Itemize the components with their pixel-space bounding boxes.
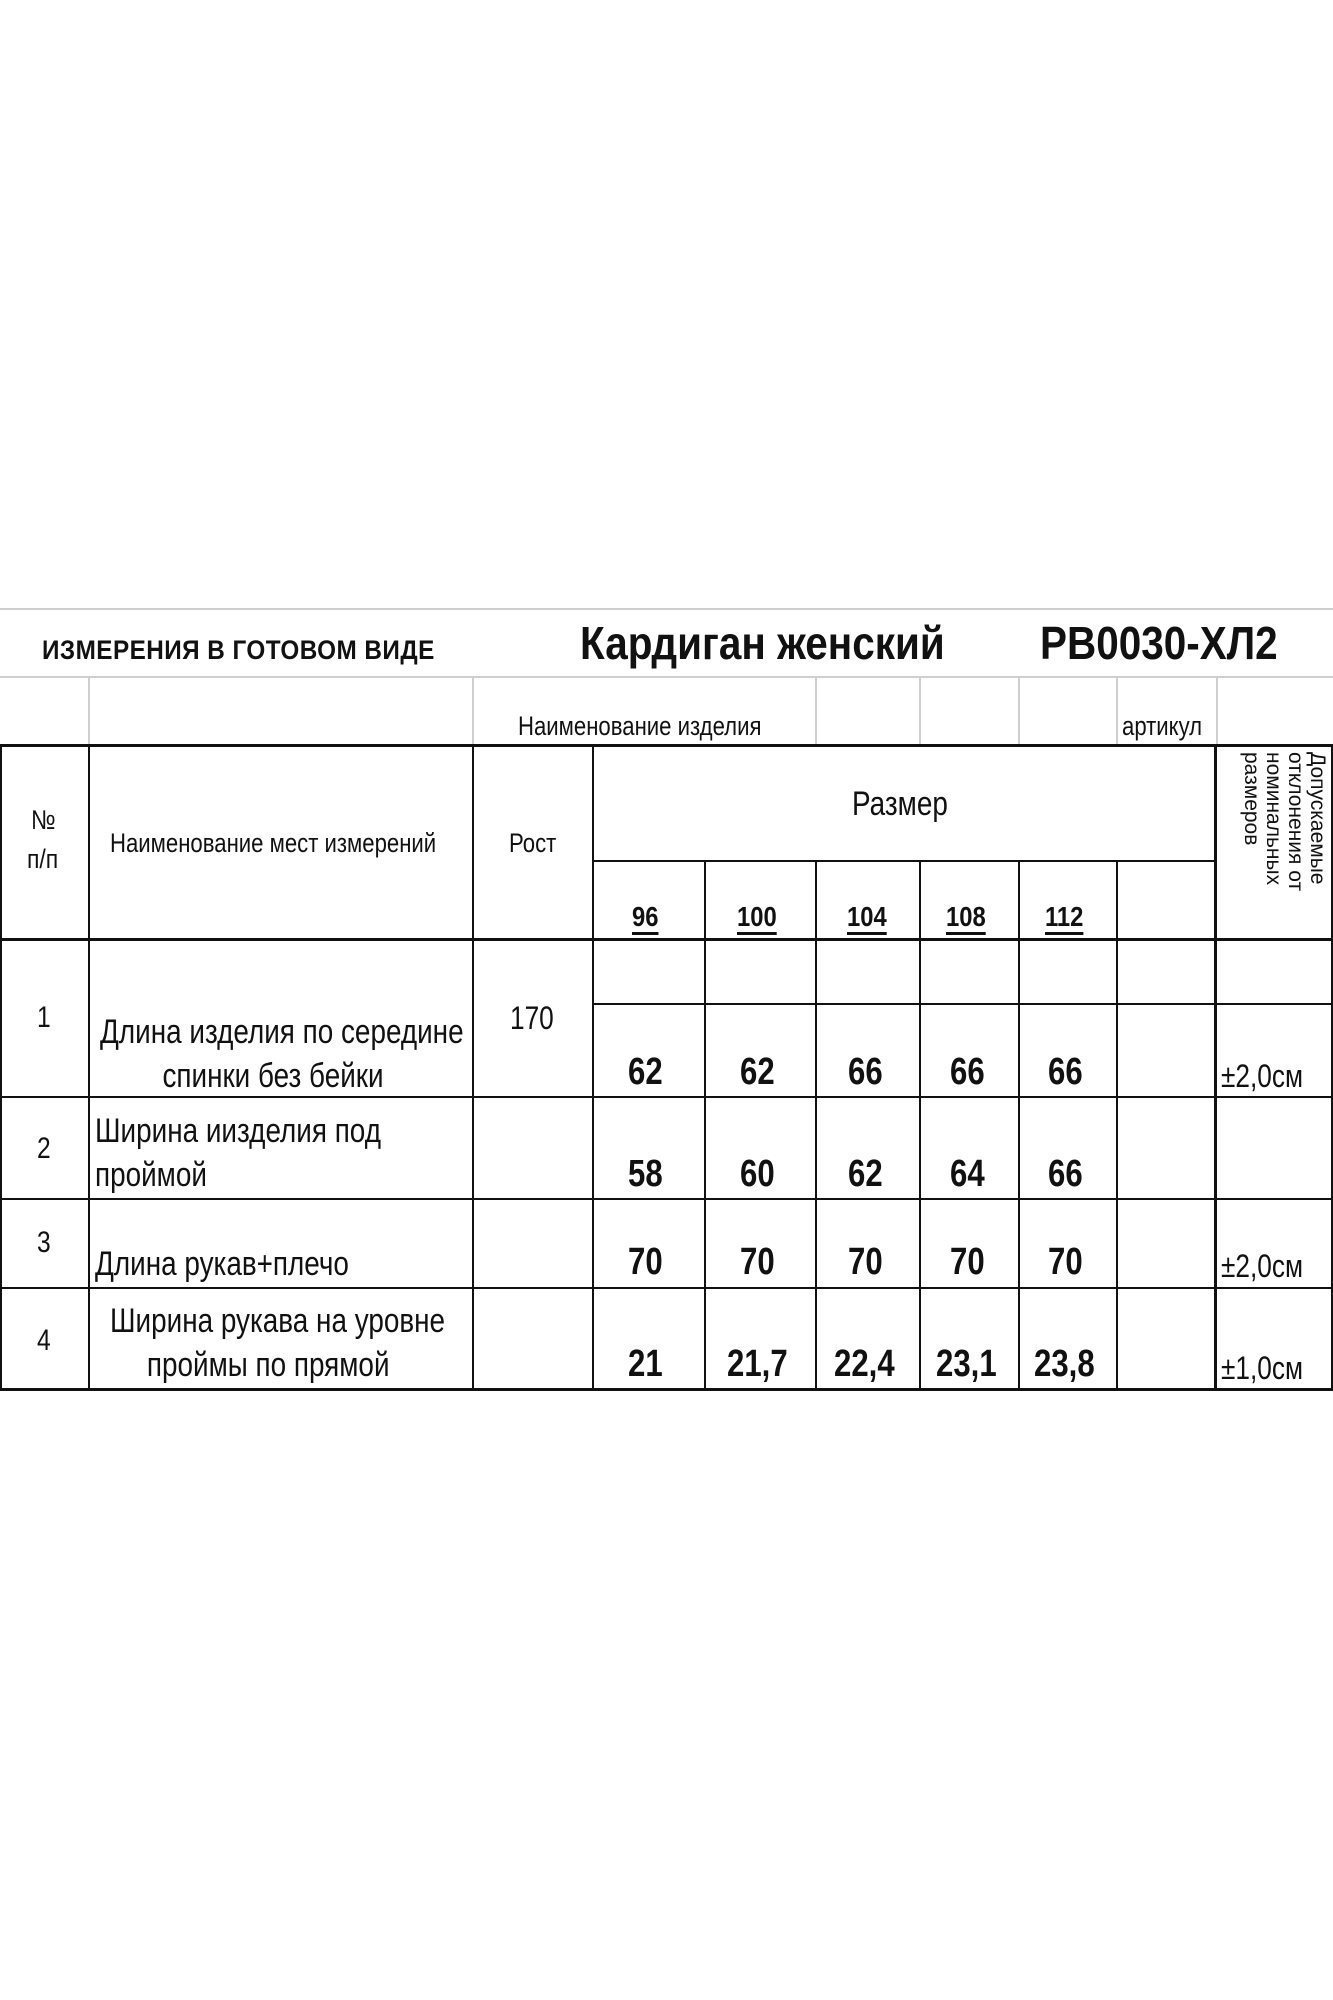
gridline	[88, 676, 90, 746]
tolerance-value: ±1,0см	[1221, 1350, 1304, 1386]
size-header-divider	[592, 860, 1214, 862]
row-number: 2	[37, 1132, 51, 1165]
tolerance-value: ±2,0см	[1221, 1058, 1304, 1094]
row-number: 3	[37, 1226, 51, 1259]
tolerance-value: ±2,0см	[1221, 1248, 1304, 1284]
product-name: Кардиган женский	[580, 617, 945, 669]
tolerance-header-line2: отклонения от	[1283, 752, 1307, 892]
row-number: 4	[37, 1324, 51, 1357]
col-place-header: Наименование мест измерений	[110, 828, 437, 858]
col-divider	[1116, 862, 1118, 1391]
row-label	[110, 1299, 445, 1387]
product-name-caption: Наименование изделия	[518, 711, 762, 741]
col-size-header: Размер	[852, 785, 948, 823]
size-label: 96	[632, 901, 659, 932]
tolerance-header-line3: номинальных	[1261, 752, 1285, 886]
tolerance-header-line4: размеров	[1239, 752, 1263, 846]
size-value: 66	[1048, 1051, 1083, 1093]
col-number-header-line1: №	[31, 805, 56, 835]
table-border-left	[0, 744, 2, 1391]
size-value: 64	[950, 1153, 985, 1195]
col-divider	[1018, 862, 1020, 1391]
col-number-header-line2: п/п	[27, 844, 59, 874]
row-label-line: Длина рукав+плечо	[95, 1245, 349, 1283]
size-value: 70	[950, 1241, 985, 1283]
row-label-line: проймой	[95, 1156, 207, 1194]
size-label: 112	[1045, 901, 1084, 932]
row-label-line: Ширина рукава на уровне	[110, 1302, 446, 1340]
size-value: 70	[628, 1241, 663, 1283]
col-divider	[592, 744, 594, 1391]
gridline	[815, 676, 817, 746]
size-value: 66	[1048, 1153, 1083, 1195]
col-divider	[1214, 744, 1217, 1391]
size-value: 70	[740, 1241, 775, 1283]
size-value: 62	[628, 1051, 663, 1093]
col-divider	[472, 744, 474, 1391]
size-value: 58	[628, 1153, 663, 1195]
col-divider	[88, 744, 90, 1391]
row-divider	[0, 1287, 1333, 1289]
size-value: 70	[848, 1241, 883, 1283]
article-caption: артикул	[1122, 711, 1203, 741]
gridline	[1116, 676, 1118, 746]
col-divider	[919, 862, 921, 1391]
measurements-title: ИЗМЕРЕНИЯ В ГОТОВОМ ВИДЕ	[42, 635, 435, 665]
size-value: 21	[628, 1343, 663, 1385]
gridline	[1216, 676, 1218, 746]
row-label-line: Ширина иизделия под	[95, 1112, 381, 1150]
gridline-top	[0, 608, 1333, 610]
size-value: 23,8	[1034, 1343, 1095, 1385]
col-tolerance-header	[1240, 752, 1328, 891]
row-label	[95, 1242, 349, 1286]
gridline	[919, 676, 921, 746]
gridline	[0, 676, 1333, 678]
col-height-header: Рост	[509, 828, 557, 858]
size-value: 66	[950, 1051, 985, 1093]
gridline	[472, 676, 474, 746]
size-value: 21,7	[727, 1343, 788, 1385]
row-label	[95, 1109, 381, 1197]
header-bottom-border	[0, 938, 1333, 941]
row-label-line: проймы по прямой	[146, 1346, 390, 1384]
size-label: 108	[946, 901, 986, 932]
row-divider	[0, 1198, 1333, 1200]
size-value: 62	[740, 1051, 775, 1093]
size-value: 62	[848, 1153, 883, 1195]
row-label-line: Длина изделия по середине	[100, 1013, 464, 1051]
size-value: 23,1	[936, 1343, 997, 1385]
height-value: 170	[510, 1000, 554, 1036]
tolerance-header-line1: Допускаемые	[1306, 752, 1329, 885]
row-label-line: спинки без бейки	[162, 1057, 384, 1095]
size-value: 22,4	[834, 1343, 895, 1385]
row-label	[100, 1010, 464, 1098]
gridline	[1018, 676, 1020, 746]
size-value: 70	[1048, 1241, 1083, 1283]
table-border-bottom	[0, 1388, 1333, 1391]
size-value: 66	[848, 1051, 883, 1093]
size-value: 60	[740, 1153, 775, 1195]
size-label: 104	[847, 901, 887, 932]
col-divider	[704, 862, 706, 1391]
table-border-top	[0, 744, 1333, 747]
col-divider	[815, 862, 817, 1391]
row-number: 1	[37, 1001, 51, 1034]
article-number: РВ0030-ХЛ2	[1040, 617, 1278, 669]
size-label: 100	[737, 901, 777, 932]
